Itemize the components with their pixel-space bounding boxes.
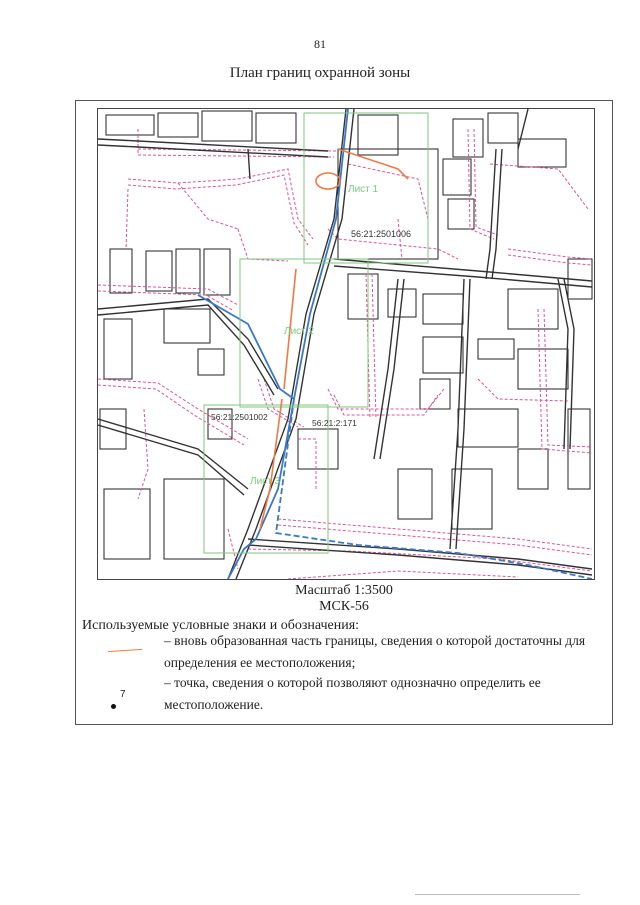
sheet-label-3: Лист 3 <box>250 476 281 487</box>
legend-item-point: – точка, сведения о которой позволяют однозначно определить ее местоположение. <box>164 675 541 712</box>
legend-title: Используемые условные знаки и обозначения: <box>82 618 360 633</box>
sheet-label-2: Лист 2 <box>284 326 315 337</box>
parcel-label-3: 56:21:2:171 <box>312 418 357 428</box>
legend-item-boundary: – вновь образованная часть границы, сведения о которой достаточны для определения ее местоположения; <box>164 633 586 670</box>
new-boundary-layer <box>260 149 408 529</box>
map-scale: Масштаб 1:3500 <box>295 583 393 598</box>
scan-artifact-line <box>415 894 580 895</box>
map-canvas <box>98 109 594 579</box>
coordinate-system: МСК-56 <box>319 599 369 614</box>
point-icon <box>111 704 116 709</box>
page-title: План границ охранной зоны <box>229 65 411 81</box>
roads-layer <box>98 109 592 579</box>
boundary-map <box>97 108 595 580</box>
parcel-label-2: 56:21:2501002 <box>211 412 268 422</box>
point-number: 7 <box>120 689 126 700</box>
parcel-label-1: 56:21:2501006 <box>351 229 412 239</box>
pipeline-layer <box>198 109 592 579</box>
sheet-label-1: Лист 1 <box>348 184 379 195</box>
map-labels <box>211 184 411 487</box>
page-number: 81 <box>314 37 326 51</box>
